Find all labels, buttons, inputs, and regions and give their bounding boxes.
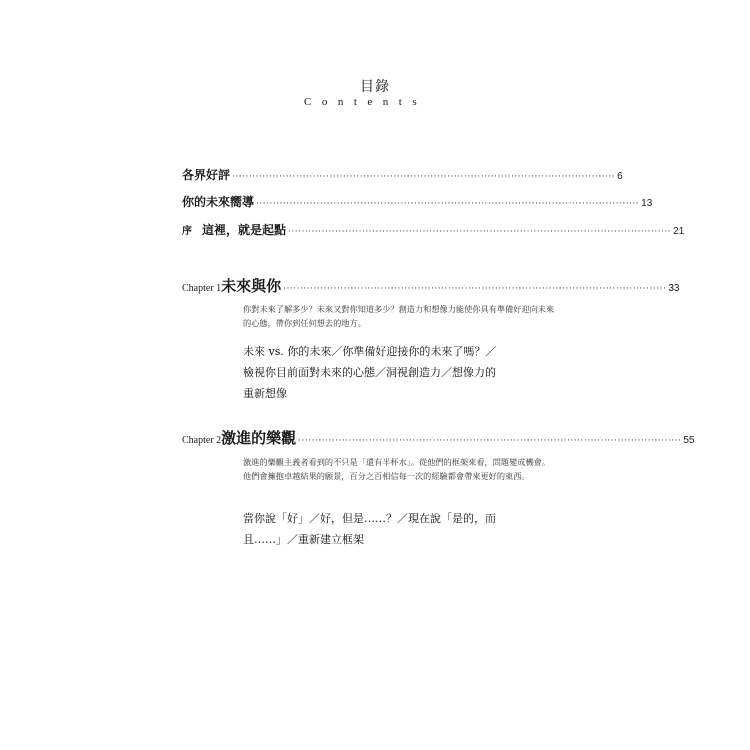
toc-entry-label: 你的未來嚮導 — [182, 195, 255, 209]
page-subtitle: Contents — [304, 96, 428, 108]
sections-line: 當你說「好」／好，但是……？／現在說「是的，而 — [243, 512, 496, 525]
sections-line: 檢視你目前面對未來的心態／洞視創造力／想像力的 — [243, 366, 496, 379]
toc-entry-label: 這裡，就是起點 — [202, 223, 287, 237]
toc-entry-preface[interactable] — [182, 221, 685, 239]
toc-entry-prefix: 序 — [182, 226, 192, 237]
toc-entry-reviews[interactable] — [182, 166, 623, 184]
toc-page-number: 55 — [683, 435, 695, 446]
leader-dots: ·················································································································· — [232, 172, 616, 182]
leader-dots: ·················································································································· — [298, 436, 682, 446]
toc-page-number: 13 — [641, 198, 653, 209]
chapter-sections — [243, 341, 543, 404]
chapter-label: Chapter 1 — [182, 283, 222, 294]
leader-dots: ·················································································································· — [288, 227, 672, 237]
sections-line: 且……」／重新建立框架 — [243, 533, 364, 546]
leader-dots: ·················································································································· — [283, 284, 667, 294]
leader-dots: ·················································································································· — [256, 199, 640, 209]
toc-chapter-2[interactable] — [182, 427, 695, 449]
toc-page-number: 21 — [673, 226, 685, 237]
chapter-label: Chapter 2 — [182, 435, 222, 446]
sections-line: 重新想像 — [243, 387, 287, 400]
toc-page-number: 33 — [668, 283, 680, 294]
chapter-title: 激進的樂觀 — [221, 429, 297, 447]
toc-page-number: 6 — [617, 171, 623, 182]
toc-entry-label: 各界好評 — [182, 168, 231, 182]
toc-chapter-1[interactable] — [182, 275, 680, 297]
chapter-title: 未來與你 — [221, 277, 282, 295]
page-title: 目錄 — [360, 79, 390, 95]
sections-line: 未來 vs. 你的未來／你準備好迎接你的未來了嗎？／ — [243, 345, 497, 358]
chapter-sections — [243, 508, 543, 550]
chapter-description: 激進的樂觀主義者看到的不只是「還有半杯水」。從他們的框架來看，問題變成機會。他們會擁抱卓越結果的願景，百分之百相信每一次的經驗都會帶來更好的東西。 — [243, 457, 551, 481]
toc-entry-guide[interactable] — [182, 193, 653, 211]
chapter-description: 你對未來了解多少？未來又對你知道多少？創造力和想像力能使你具有準備好迎向未來的心態，帶你到任何想去的地方。 — [243, 304, 555, 328]
